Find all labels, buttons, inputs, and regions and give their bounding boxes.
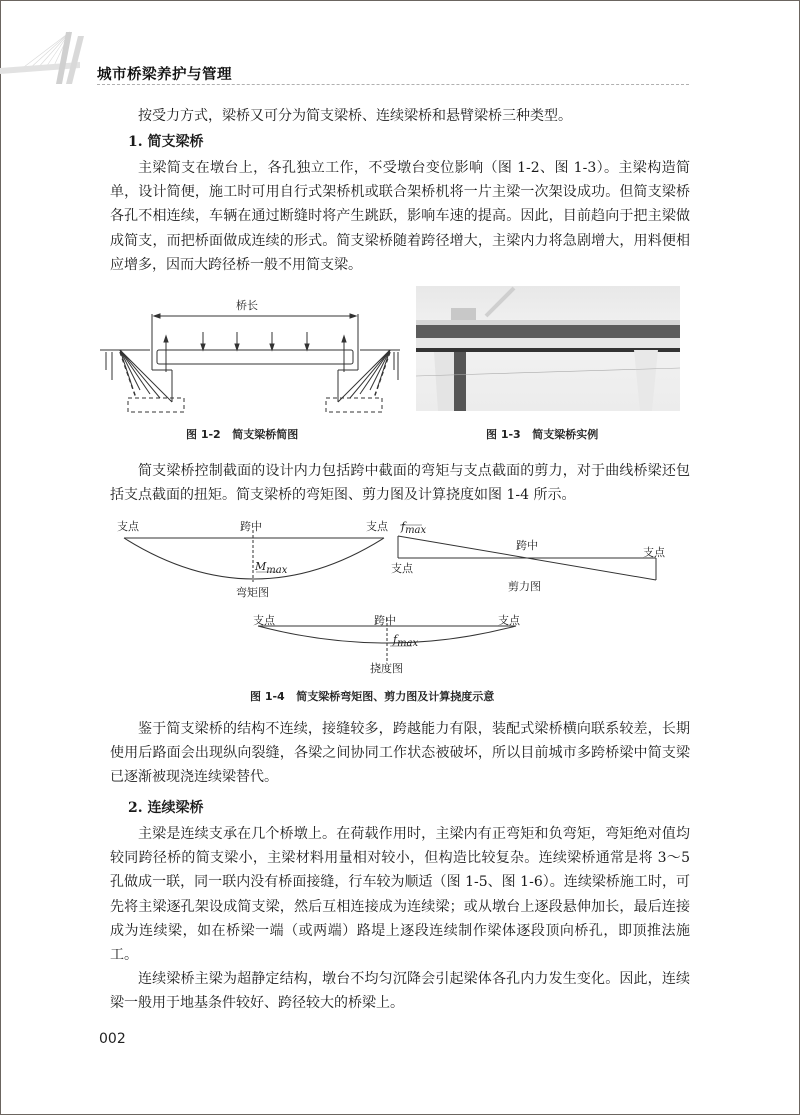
moment-max-label: $M_{max}$ (255, 560, 288, 577)
deflection-max-label: $f_{max}$ (393, 633, 419, 650)
shear-diagram-title: 剪力图 (508, 580, 541, 593)
shear-support-right-label: 支点 (643, 546, 665, 559)
deflection-support-left-label: 支点 (253, 614, 275, 627)
section-heading-continuous: 2. 连续梁桥 (128, 800, 204, 816)
deflection-midspan-label: 跨中 (374, 614, 396, 627)
figure-1-3-caption: 图 1-3 简支梁桥实例 (486, 428, 599, 441)
section1-paragraph-2: 简支梁桥控制截面的设计内力包括跨中截面的弯矩与支点截面的剪力，对于曲线桥梁还包括支点截面的扭矩。简支梁桥的弯矩图、剪力图及计算挠度如图 1-4 所示。 (110, 463, 690, 504)
intro-paragraph: 按受力方式，梁桥又可分为简支梁桥、连续梁桥和悬臂梁桥三种类型。 (138, 108, 572, 124)
section1-paragraph-1: 主梁简支在墩台上，各孔独立工作，不受墩台变位影响（图 1-2、图 1-3）。主梁构造简单，设计简便，施工时可用自行式架桥机或联合架桥机将一片主梁一次架设成功。但简支梁桥各孔不相连续，车辆在通过断缝时将产生跳跃，影响车速的提高。因此，目前趋向于把主梁做成简支，而把桥面做成连续的形式。简支梁桥随着跨径增大，主梁内力将急剧增大，用料便相应增多，因而大跨径桥一般不用简支梁。 (110, 160, 690, 273)
figure-1-4-caption: 图 1-4 简支梁桥弯矩图、剪力图及计算挠度示意 (250, 690, 495, 703)
section2-paragraph-2: 连续梁桥主梁为超静定结构，墩台不均匀沉降会引起梁体各孔内力发生变化。因此，连续梁一般用于地基条件较好、跨径较大的桥梁上。 (110, 971, 690, 1012)
moment-diagram-title: 弯矩图 (236, 586, 269, 599)
bridge-length-label: 桥长 (236, 299, 258, 312)
shear-midspan-label: 跨中 (516, 539, 538, 552)
moment-support-right-label: 支点 (366, 520, 388, 533)
moment-midspan-label: 跨中 (240, 520, 262, 533)
page-number: 002 (99, 1031, 126, 1047)
figure-1-3-bridge-photo (416, 286, 680, 411)
shear-max-label: $f_{max}$ (401, 520, 427, 537)
figure-1-2-caption: 图 1-2 简支梁桥简图 (186, 428, 299, 441)
deflection-support-right-label: 支点 (498, 614, 520, 627)
section1-paragraph-3: 鉴于简支梁桥的结构不连续，接缝较多，跨越能力有限，装配式梁桥横向联系较差，长期使用后路面会出现纵向裂缝，各梁之间协同工作状态被破坏，所以目前城市多跨桥梁中简支梁已逐渐被现浇连续梁替代。 (110, 721, 690, 786)
book-title: 城市桥梁养护与管理 (97, 67, 232, 83)
header-divider (97, 84, 689, 85)
cable-stayed-bridge-icon (0, 28, 90, 86)
shear-support-left-label: 支点 (391, 562, 413, 575)
section-heading-simply-supported: 1. 简支梁桥 (128, 134, 204, 150)
section2-paragraph-1: 主梁是连续支承在几个桥墩上。在荷载作用时，主梁内有正弯矩和负弯矩，弯矩绝对值均较同跨径桥的简支梁小，主梁材料用量相对较小，但构造比较复杂。连续梁桥通常是将 3～5 孔做成一联，同一联内没有桥面接缝，行车较为顺适（图 1-5、图 1-6）。连续梁桥施工时，可先将主梁逐孔架设成简支梁，然后互相连接成为连续梁；或从墩台上逐段悬伸加长，最后连接成为连续梁，如在桥梁一端（或两端）路堤上逐段连续制作梁体逐段顶向桥孔，即顶推法施工。 (110, 826, 690, 964)
moment-support-left-label: 支点 (117, 520, 139, 533)
deflection-diagram-title: 挠度图 (370, 662, 403, 675)
